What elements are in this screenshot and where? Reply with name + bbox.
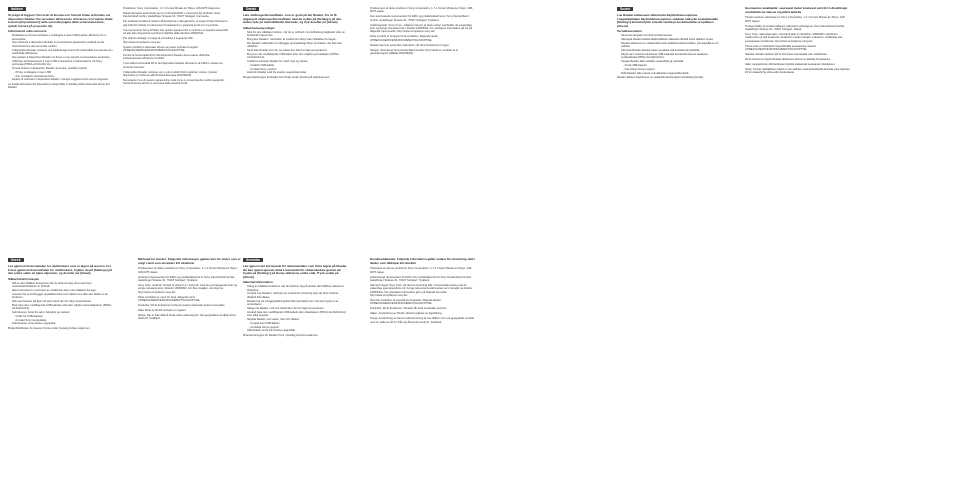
- list-item: • Slå av den trådløse funksjonen når du befinner deg på et sted hvor nettverksforbindelser er forbudt.: [12, 282, 113, 289]
- list-item: • Ikke bruk leseren i nærheten av medisinsk utstyr uten tillatelse fra lege.: [12, 289, 113, 292]
- list-item: • Använd inte Reader i närheten av medicinsk utrustning utan att först inhämta tillstånd från läkare.: [247, 292, 348, 299]
- list-item: • Hold leseren borte fra vann, fuktighet og væsker:: [12, 311, 113, 314]
- column-dansk-legal: [370, 7, 475, 247]
- column-heading: Kundmeddelande: Följande information gäller endast för utrustning såld i länder som tillämpar EU-direktiv: [370, 258, 475, 265]
- list-item: • Smid ikke Reader ind i ild, og udsæt den ikke for høje temperaturer.: [247, 49, 348, 52]
- list-item: • Älä heitä Reader-laitetta tuleen tai altista sitä korkeille lämpötiloille.: [621, 49, 722, 52]
- list-item: • Ikke kast leseren på åpen ild eller utsett den for høye temperaturer.: [12, 300, 113, 303]
- paragraph: Per ulteriori dettagli, si prega di consultare il seguente URL: http://www.compliance.sony.de/: [123, 37, 194, 44]
- paragraph: Produttore: Sony Corporation, 1-7-1 Konan Minato-ku Tokyo, 108-0075 Giappone.: [123, 7, 221, 10]
- list-item: • Hold din Reader væk fra stærke magnetiske felter.: [247, 71, 348, 74]
- paragraph: Undertegnede, Sony Corp., erklærer herved, at dette udstyr overholder de væsentlige krav og øvrige relevante krav i direktiv 1999/5/EF. For yderligere information gå ind på følgende hjemmeside: http://www.compliance.sony.de/: [370, 23, 473, 34]
- paragraph: Wi-Fi-toiminnon käyttö Reader-laitteessa ulkona on kielletty Ranskassa.: [745, 58, 831, 62]
- paragraph: Frankrike: Wi-Fi-funksjonen til denne leseren skal bare brukes innendørs.: [138, 304, 226, 308]
- paragraph: Norja: Tämän radiolaitteen käyttö ei ole sallittua maantieteellisellä alueella, joka sijaitsee 20 km säteellä Ny-Ålesundin keskustasta.: [745, 68, 850, 75]
- column-norsk-legal: [138, 258, 243, 494]
- language-tab: Suomi: [617, 7, 633, 11]
- note-paragraph: Brugervejledningen til Reader kan findes under [Guide] på startskærmen.: [243, 76, 331, 80]
- list-item: • Reader-laitteessa on sisäänrakennettu ladattava litiumioniakku, jota käyttäjä ei voi vaihtaa.: [621, 42, 722, 49]
- paragraph: Con la presente Sony dichiara che questo apparecchio è conforme ai requisiti essenziali ed alle altre disposizioni pertinenti stabilite dalla direttiva 1999/5/CE.: [123, 28, 228, 36]
- paragraph: Per qualsiasi problema relativo all'assistenza o alla garanzia, si prega di fare riferimento agli indirizzi indicati nei documenti di assistenza o garanzia forniti con il prodotto.: [123, 20, 228, 27]
- column-norsk: [8, 258, 113, 494]
- safety-list: [8, 282, 113, 326]
- paragraph: Tämän tuotteen valmistaja on Sony Corporation, 1-7-1 Konan Minato-ku Tokyo, 108-0075 Japani.: [745, 16, 846, 23]
- list-item: • Disattivare le funzioni wireless e scollegare il cavo USB quando all'interno di un aeromobile.: [12, 34, 113, 41]
- paragraph: Autorisert representant for EMC og produktsikkerhet er Sony Deutschland GmbH, Hedelfinger Strasse 61, 70327 Stuttgart, Tyskland.: [138, 275, 236, 282]
- column-heading: Læs slutbrugerlicensaftalen, som er gemt på din Reader. For at få adgang til slutbrugerlicensaftalen skal du trykke på [Settings] på den anden side på skærmbilledet Startside, og tryk derefter på [About].: [243, 12, 342, 25]
- list-item: • Älä käytä Reader-laitetta lääkinnällisten laitteiden lähellä ilman lääkärin lupaa.: [621, 38, 722, 41]
- list-item: • Pidä Reader-laite poissa voimakkaista magneettikentistä.: [621, 72, 722, 75]
- list-item: • Använd bara den medföljande USB-kabeln eller nätadaptern (PRSA-AC10A/AC1A) som säljs separat.: [247, 311, 348, 318]
- list-subitem: - Kontakt Sony kundestøtte: [14, 319, 113, 322]
- list-item: • Brug kun det medfølgende USB-kabel eller den valgfrie lysnetadapter (PRSA-AC10A/AC1A).: [247, 53, 348, 60]
- section-subhead: Sikkerhetsinformasjon: [8, 276, 40, 281]
- safety-list: [8, 34, 113, 81]
- paragraph: Italia: Bruk av RLAN-nettverk er regulert.: [138, 309, 187, 313]
- paragraph: Den autoriserede repræsentant for EMC og produktsikkerhed er Sony Deutschland GmbH, Hedelfinger Strasse 61, 70327 Stuttgart, Tyskland.: [370, 15, 469, 22]
- column-dansk: [243, 7, 348, 247]
- paragraph: Produsenten av dette produktet er Sony Corporation, 1-7-1 Konan Minato-ku Tokyo, 108-0075 Japan.: [138, 267, 238, 274]
- list-item: • Sluk for den trådløse funktion, når du er ombord, hvis luftfartsmyndigheder eller en flyselskab kræver det.: [247, 31, 348, 38]
- list-subitem: - Frakobl USB-kablet: [249, 64, 348, 67]
- paragraph: Fornito la funzionalità Wi-Fi del dispositivo Reader deve essere utilizzata esclusivamente all'interno di edifici.: [123, 53, 210, 61]
- paragraph: Questo prodotto è destinato all'uso nei paesi riportati di seguito: AT/BE/CH/DE/DK/ES/FI/FR/GB/IE/IT/NL/NO/PT/SE.: [123, 45, 199, 52]
- paragraph: Dette produktet er ment for bruk i følgende land: AT/BE/CH/DE/DK/ES/FI/FR/GB/IE/IT/NL/NO/PT/SE.: [138, 295, 201, 302]
- paragraph: L'uso della funzionalità Wi-Fi del dispositivo Reader all'esterno di edifici è vietato sul territorio francese.: [123, 62, 223, 69]
- language-tab: Svenska: [243, 258, 263, 262]
- paragraph: Härmed intygar Sony Corp. att denna utrustning står i överensstämmelse med de väsentliga egenskapskrav och övriga relevanta bestämmelser som framgår av direktiv 1999/5/EG. För ytterligare information gå in på följande hemsida: http://www.compliance.sony.de/: [370, 283, 473, 297]
- paragraph: Sony Corp. erklærer herved at utstyret er i samsvar med de grunnleggende krav og øvrige relevante krav i direktiv 1999/5/EF. For flere detaljer, vennligst se: http://www.compliance.sony.de/: [138, 283, 238, 294]
- list-item: • Reader har ett inbyggt laddningsbart litiumjonbatteri som inte kan bytas ut av användaren.: [247, 300, 348, 307]
- note-paragraph: Bruksanvisningen för Reader finns i [Guide] på Home-skärmen.: [243, 333, 319, 337]
- list-item: • Brug ikke Reader i nærheden af medicinsk udstyr uden tilladelse fra lægen.: [247, 38, 348, 41]
- list-item: • Hold leseren unna sterke magnetfelt.: [12, 322, 113, 325]
- list-item: • Käytä vain mukana toimitettua USB-kaapelia tai lisävarusteena saatavaa verkkolaitetta (PRSA-AC10A/AC1A).: [621, 53, 722, 60]
- paragraph: Sony Corp. vakuuttaa täten, että tämä laite on direktiivin 1999/5/EY oleellisten vaatimusten ja sitä koskevien direktiivin muiden ehtojen mukainen. Lisätietoja saa seuraavasta osoitteesta: http://www.compliance.sony.de/: [745, 32, 843, 43]
- column-suomi: [617, 7, 722, 247]
- list-item: • Non utilizzare il dispositivo Reader in prossimità di apparecchi medicali senza l'autorizzazione del personale medico.: [12, 41, 113, 48]
- column-heading: Si prega di leggere l'Accordo di licenza con l'utente finale archiviato sul dispositivo Reader. Per accedere all'Accordo di licenza con l'utente finale toccare [Impostazioni] nella seconda pagina della schermata Home, quindi toccare [Ä proposito di].: [8, 12, 113, 28]
- paragraph: Tuotteen EMC-ja tuoteturvallisuus valtuutettu edustaja on Sony Deutschland GmbH, Hedelfinger Strasse 61, 70327 Stuttgart, Saksa.: [745, 24, 845, 31]
- list-item: • Non gettare il dispositivo Reader nel fuoco e non esporlo a temperature eccessive.: [12, 56, 113, 59]
- note-paragraph: Brukerhåndboken for leseren finnes under [Guide] på hjem-skjermen.: [8, 327, 91, 331]
- list-item: • Il dispositivo Reader contiene una batteria agli ioni di litio ricaricabile incorporata non sostituibile dall'utente.: [12, 49, 113, 56]
- list-item: • Skydda Reader mot vatten, fukt och vätskor:: [247, 318, 348, 321]
- list-subitem: - Koble fra USB-kabelen: [14, 315, 113, 318]
- paragraph: Norge: Användning av denna radioutrustning är inte tillåten inom ett geografiskt område med en radie av 20 km från Ny-Ålesunds centrum, Svalbard.: [370, 317, 474, 324]
- paragraph: Nonostante l'uso di questo apparecchio nelle zone in prossimità dei confini geografici, l'autorizzazione all'uso è concessa dalle autorità locali.: [123, 79, 225, 86]
- list-item: • Din Reader indeholder et indbygget genopladeligt litium-ion-batteri, der ikke kan udskiftes.: [247, 42, 348, 49]
- column-heading: Les gjennom lisensavtalen for sluttbrukere som er lagret på leseren. For å lese gjennom lisensavtalen for sluttbrukere, trykker du på [Settings] på den andre siden av hjem-skjermen, og deretter på [About].: [8, 263, 112, 276]
- paragraph: Norge: Det er ikke tillatt å bruke dette radioutstyret i det geografiske området til Ny-Ålesund, Svalbard.: [138, 314, 237, 321]
- paragraph: Auktoriserad representant för EMC och produktsäkerhet är Sony Deutschland GmbH, Hedelfinger Strasse 61, 70327 Stuttgart, Tyskland.: [370, 275, 472, 282]
- list-subitem: - Kontakta Sonys support: [249, 326, 348, 329]
- list-item: • Tenere lontano il dispositivo Reader da acqua, umidità e liquidi:: [12, 67, 113, 70]
- language-tab: Dansk: [243, 7, 259, 11]
- list-item: • Suojaa Reader-laite vedeltä, kosteudelta ja nesteiltä:: [621, 60, 722, 63]
- list-item: • Undlad at udsætte Reader for vand, fugt og væske:: [247, 60, 348, 63]
- note-paragraph: La Guida dell'utente del dispositivo è disponibile in [Guida] nella schermata Home del Reader.: [8, 82, 110, 90]
- list-item: • Bruk bare den medfølgende USB-kabelen eller den valgfrie strømadapteren (PRSA-AC10A/AC1A).: [12, 304, 113, 311]
- language-tab: Norsk: [8, 258, 24, 262]
- paragraph: Tillverkare av denna produkt är Sony Corporation, 1-7-1 Konan Minato-ku Tokyo, 108-0075 Japan.: [370, 267, 473, 274]
- paragraph: Sælges i Europa af Sony Deutschland GmbH. Dit produkt er omfattet af et garantiprogram (WEEE 2002/96/EF).: [370, 48, 458, 56]
- paragraph: Frankrike: Wi-Fi-funktionen i Reader får bara användas inomhus.: [370, 307, 448, 311]
- list-subitem: - Poi: contattare l'assistenza Sony: [14, 75, 113, 78]
- list-subitem: - Prima: scollegare il cavo USB: [14, 71, 113, 74]
- paragraph: Ranska: Reader-laitteen Wi-Fi-toimintoa saa käyttää vain sisätiloissa.: [745, 53, 828, 57]
- paragraph: Italia: Langattomien lähiverkkojen käyttöä säätelevät seuraavat määräykset.: [745, 63, 836, 67]
- safety-list: [243, 285, 348, 332]
- paragraph: Producenten af dette produkt er Sony Corporation, 1-7-1 Konan Minato-ku Tokyo, 108-0075 Japan.: [370, 7, 473, 14]
- column-italiano-legal: [123, 7, 228, 247]
- list-item: • Utilizzare esclusivamente il cavo USB in dotazione o l'alimentatore CA Sony opzionale (PRSA-AC10A/AC1A).: [12, 60, 113, 67]
- list-subitem: - Irrota USB-kaapeli: [623, 64, 722, 67]
- language-tab: Italiano: [8, 7, 26, 11]
- paragraph: Dette produkt er beregnet til anvendelse i følgende lande: AT/BE/CH/DE/DK/ES/FI/FR/GB/IE/IT/NL/NO/PT/SE.: [370, 35, 439, 42]
- list-item: • Stäng av trådlösa funktioner när du befinner dig på platser där trådlösa nätverk är förbjudna.: [247, 285, 348, 292]
- paragraph: Den här produkten är avsedd att användas i följande länder: AT/BE/CH/DE/DK/ES/FI/FR/GB/IE/IT/NL/NO/PT/SE.: [370, 299, 442, 306]
- paragraph: Il dispositivo Reader contiene uno o più prodotti Wi-Fi registrati. Avviso: Questo dispositivo è conforme alla Direttiva Europea 2002/96/CE.: [123, 70, 218, 77]
- paragraph: Tämä tuote on tarkoitettu käytettäväksi seuraavissa maissa: AT/BE/CH/DE/DK/ES/FI/FR/GB/IE/IT/NL/NO/PT/SE.: [745, 44, 817, 51]
- column-heading: Lue Reader-laitteeseen tallennettu käyttöoikeussopimus. Loppukäyttäjien käyttöoikeussopimus saadaan näkyviin koskettamalla [Settings] aloitusnäytön toisella sivulla ja koskettamalla sen jälkeen [About].: [617, 12, 718, 28]
- column-heading: Merknad for kunder: Følgende informasjon gjelder kun for utstyr som er solgt i land som anvender EU-direktiver: [138, 258, 241, 265]
- column-heading: Huomautus asiakkaille: seuraavat tiedot koskevat vain EU:n direktiivejä noudattavissa maissa myytäviä laitteita: [745, 7, 848, 14]
- column-suomi-legal: [745, 7, 850, 247]
- safety-list: [617, 34, 722, 75]
- list-subitem: - Ota yhteys Sonyn tukeen: [623, 68, 722, 71]
- paragraph: Italien: Användning av RLAN-nätverk regleras av lagstiftning.: [370, 312, 443, 316]
- list-item: • Leseren har et innebygget oppladbart litium-ion-batteri som ikke kan skiftes ut av brukeren.: [12, 293, 113, 300]
- list-subitem: - Koppla loss USB-kabeln: [249, 322, 348, 325]
- column-italiano: [8, 7, 113, 247]
- section-subhead: Säkerhetsinformation: [243, 280, 273, 285]
- column-svenska: [243, 258, 348, 494]
- list-item: • Släng inte Reader i eld och utsätt den inte för höga temperaturer.: [247, 307, 348, 310]
- list-item: • Evitare di collocare il dispositivo Reader in luoghi soggetti a forti campi magnetici.: [12, 78, 113, 81]
- column-heading: Läs igenom det licensavtal för slutanvändare som finns lagrat på Reader. Du kan öppna igenom detta Licensavtal för slutanvändare genom att trycka på [Settings] på Home-skärmens andra sida. Tryck sedan på [About].: [243, 263, 348, 279]
- safety-list: [243, 31, 348, 75]
- list-item: • Sammuta langaton toiminto lentokoneessa.: [621, 34, 722, 37]
- section-subhead: Sikkerhedsoplysninger: [243, 25, 275, 30]
- section-subhead: Turvallisuustiedot: [617, 29, 642, 34]
- paragraph: Rappresentante autorizzato per la conformità EMC e sicurezza del prodotto: Sony Deutschland GmbH, Hedelfinger Strasse 61, 70327 Stuttgart, Germania.: [123, 12, 221, 19]
- paragraph: Reader kan kun anvendes indendørs, når Wi-Fi-funktionen bruges.: [370, 43, 450, 47]
- note-paragraph: Reader-laitteen käyttöopas on saatavilla aloitusnäytön kohdassa [Guide].: [617, 76, 704, 80]
- list-item: • Håll Reader borta från starka magnetfält.: [247, 329, 348, 332]
- section-subhead: Informazioni sulla sicurezza: [8, 29, 47, 34]
- list-subitem: - Kontakt Sony support: [249, 68, 348, 71]
- column-svenska-legal: [370, 258, 475, 494]
